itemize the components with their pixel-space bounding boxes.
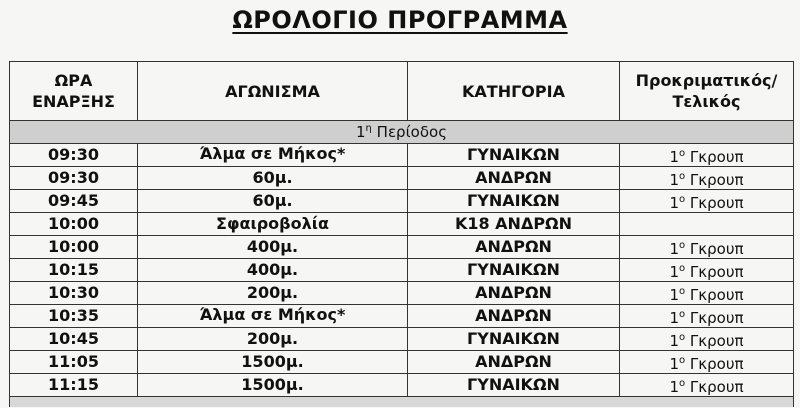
table-row xyxy=(10,259,794,282)
table-row xyxy=(10,144,794,167)
time-cell: 09:30 xyxy=(10,144,138,167)
table-row xyxy=(10,213,794,236)
table-row xyxy=(10,305,794,328)
event-cell: Άλμα σε Μήκος* xyxy=(138,305,408,328)
header-event: ΑΓΩΝΙΣΜΑ xyxy=(138,62,408,121)
header-phase-line1: Προκριματικός/ xyxy=(635,71,778,90)
time-cell: 11:15 xyxy=(10,374,138,397)
header-time xyxy=(10,62,138,121)
time-cell: 10:30 xyxy=(10,282,138,305)
category-cell: ΓΥΝΑΙΚΩΝ xyxy=(408,259,620,282)
table-row xyxy=(10,282,794,305)
time-cell: 09:30 xyxy=(10,167,138,190)
period-label: $1^\eta$ Περίοδος xyxy=(10,121,794,144)
header-phase-line2: Τελικός xyxy=(672,92,741,111)
header-time-line1: ΩΡΑ xyxy=(54,71,93,90)
event-cell: 60μ. xyxy=(138,190,408,213)
category-cell: ΓΥΝΑΙΚΩΝ xyxy=(408,144,620,167)
category-cell: ΓΥΝΑΙΚΩΝ xyxy=(408,190,620,213)
category-cell: ΑΝΔΡΩΝ xyxy=(408,305,620,328)
event-cell: 200μ. xyxy=(138,282,408,305)
phase-cell: $1^o$ Γκρουπ xyxy=(620,282,794,305)
table-row xyxy=(10,351,794,374)
event-cell: Σφαιροβολία xyxy=(138,213,408,236)
table-row xyxy=(10,374,794,397)
time-cell: 11:05 xyxy=(10,351,138,374)
period-row xyxy=(10,121,794,144)
header-phase xyxy=(620,62,794,121)
page-title: ΩΡΟΛΟΓΙΟ ΠΡΟΓΡΑΜΜΑ xyxy=(232,6,568,34)
phase-cell: $1^o$ Γκρουπ xyxy=(620,374,794,397)
event-cell: 60μ. xyxy=(138,167,408,190)
event-cell: 1500μ. xyxy=(138,374,408,397)
time-cell: 10:00 xyxy=(10,236,138,259)
event-cell: 1500μ. xyxy=(138,351,408,374)
next-period-band xyxy=(10,397,794,408)
category-cell: ΓΥΝΑΙΚΩΝ xyxy=(408,374,620,397)
time-cell: 10:15 xyxy=(10,259,138,282)
table-row xyxy=(10,167,794,190)
header-row xyxy=(10,62,794,121)
header-time-line2: ΕΝΑΡΞΗΣ xyxy=(32,92,115,111)
next-period-cell xyxy=(10,397,794,408)
time-cell: 10:00 xyxy=(10,213,138,236)
schedule-table xyxy=(9,61,794,407)
time-cell: 10:45 xyxy=(10,328,138,351)
time-cell: 10:35 xyxy=(10,305,138,328)
phase-cell xyxy=(620,213,794,236)
phase-cell: $1^o$ Γκρουπ xyxy=(620,328,794,351)
category-cell: Κ18 ΑΝΔΡΩΝ xyxy=(408,213,620,236)
category-cell: ΓΥΝΑΙΚΩΝ xyxy=(408,328,620,351)
phase-cell: $1^o$ Γκρουπ xyxy=(620,190,794,213)
event-cell: 400μ. xyxy=(138,259,408,282)
phase-cell: $1^o$ Γκρουπ xyxy=(620,144,794,167)
header-category: ΚΑΤΗΓΟΡΙΑ xyxy=(408,62,620,121)
category-cell: ΑΝΔΡΩΝ xyxy=(408,236,620,259)
table-row xyxy=(10,236,794,259)
event-cell: 200μ. xyxy=(138,328,408,351)
category-cell: ΑΝΔΡΩΝ xyxy=(408,167,620,190)
category-cell: ΑΝΔΡΩΝ xyxy=(408,282,620,305)
phase-cell: $1^o$ Γκρουπ xyxy=(620,305,794,328)
phase-cell: $1^o$ Γκρουπ xyxy=(620,167,794,190)
phase-cell: $1^o$ Γκρουπ xyxy=(620,351,794,374)
table-row xyxy=(10,190,794,213)
phase-cell: $1^o$ Γκρουπ xyxy=(620,236,794,259)
phase-cell: $1^o$ Γκρουπ xyxy=(620,259,794,282)
table-row xyxy=(10,328,794,351)
time-cell: 09:45 xyxy=(10,190,138,213)
event-cell: Άλμα σε Μήκος* xyxy=(138,144,408,167)
category-cell: ΑΝΔΡΩΝ xyxy=(408,351,620,374)
event-cell: 400μ. xyxy=(138,236,408,259)
